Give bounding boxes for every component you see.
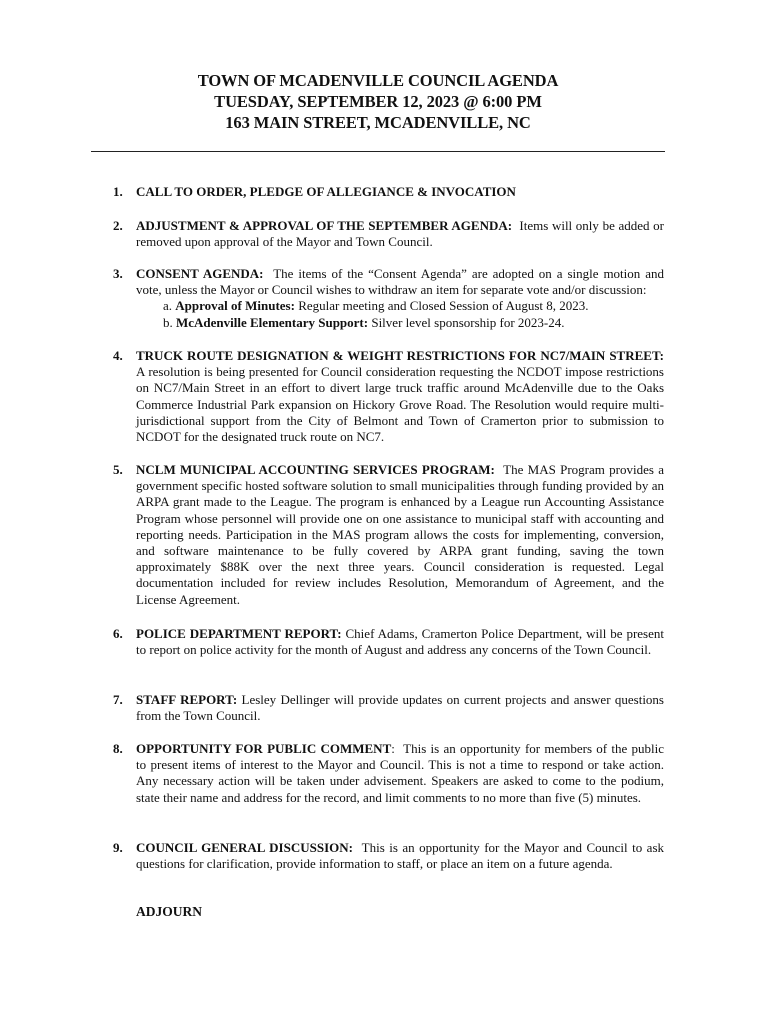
consent-subitems: [163, 298, 663, 330]
item-text: The MAS Program provides a government specific hosted software solution to small municipalities through funding provided by an ARPA grant made to the League. The program is enhanced by a League run Accounting Assistance Program whose personnel will provide one on one assistance to municipal staff with accounting and reporting needs. Participation in the MAS program allows the costs for implementing, conversion, and software maintenance to be fully covered by ARPA grant funding, saving the town approximately $88K over the next three years. Council consideration is requested. Legal documentation included for review includes Resolution, Memorandum of Agreement, and the License Agreement.: [136, 462, 665, 607]
subitem-text: Silver level sponsorship for 2023-24.: [371, 314, 565, 330]
item-number: 7.: [113, 692, 123, 707]
item-number: 2.: [113, 218, 123, 233]
item-title: NCLM MUNICIPAL ACCOUNTING SERVICES PROGRAM:: [136, 462, 495, 477]
item-number: 3.: [113, 266, 123, 281]
item-title-colon: :: [391, 741, 395, 756]
agenda-item-3: [113, 266, 664, 331]
item-number: 9.: [113, 840, 123, 855]
agenda-item-8: [113, 741, 664, 806]
agenda-item-5: [113, 462, 664, 608]
item-title: COUNCIL GENERAL DISCUSSION:: [136, 840, 353, 855]
agenda-item-1: [113, 184, 664, 200]
item-number: 4.: [113, 348, 123, 363]
header-address: 163 MAIN STREET, MCADENVILLE, NC: [225, 113, 531, 132]
item-number: 6.: [113, 626, 123, 641]
agenda-item-6: [113, 626, 664, 658]
agenda-item-7: [113, 692, 664, 724]
item-title: CALL TO ORDER, PLEDGE OF ALLEGIANCE & INVOCATION: [136, 184, 516, 199]
item-text: This is an opportunity for the Mayor and Council to ask questions for clarification, provide information to staff, or place an item on a future agenda.: [136, 840, 665, 872]
subitem-letter: a.: [163, 298, 173, 314]
agenda-item-9: [113, 840, 664, 872]
item-text: Items will only be added or removed upon approval of the Mayor and Town Council.: [136, 218, 665, 250]
item-title: POLICE DEPARTMENT REPORT:: [136, 626, 342, 641]
subitem-b: [163, 315, 663, 331]
adjourn-heading: ADJOURN: [136, 904, 202, 919]
item-number: 5.: [113, 462, 123, 477]
item-text: Chief Adams, Cramerton Police Department, will be present to report on police activity for the month of August and address any concerns of the Town Council.: [136, 626, 664, 658]
agenda-header: [92, 70, 664, 133]
header-divider: [91, 151, 665, 152]
subitem-text: Regular meeting and Closed Session of August 8, 2023.: [298, 298, 589, 314]
item-title: ADJUSTMENT & APPROVAL OF THE SEPTEMBER AGENDA:: [136, 218, 513, 233]
header-title: TOWN OF MCADENVILLE COUNCIL AGENDA: [197, 71, 559, 90]
item-number: 1.: [113, 184, 123, 199]
header-date: TUESDAY, SEPTEMBER 12, 2023 @ 6:00 PM: [214, 92, 542, 111]
item-title: CONSENT AGENDA:: [136, 266, 264, 281]
item-title: OPPORTUNITY FOR PUBLIC COMMENT: [136, 741, 392, 756]
item-text: A resolution is being presented for Council consideration requesting the NCDOT impose restrictions on NC7/Main Street in an effort to divert large truck traffic around McAdenville due to the Oaks Commerce Industrial Park expansion on Hickory Grove Road. The Resolution would require multi-jurisdictional support from the City of Belmont and Town of Cramerton prior to submission to NCDOT for the designated truck route on NC7.: [136, 364, 664, 445]
item-text: Lesley Dellinger will provide updates on current projects and answer questions from the Town Council.: [136, 692, 664, 724]
subitem-title: McAdenville Elementary Support:: [176, 314, 369, 330]
agenda-item-4: [113, 348, 664, 445]
item-title: TRUCK ROUTE DESIGNATION & WEIGHT RESTRICTIONS FOR NC7/MAIN STREET:: [136, 348, 664, 363]
subitem-title: Approval of Minutes:: [175, 298, 295, 314]
item-text: The items of the “Consent Agenda” are adopted on a single motion and vote, unless the Mayor or Council wishes to withdraw an item for separate vote and/or discussion:: [136, 266, 664, 298]
agenda-item-2: [113, 218, 664, 250]
subitem-letter: b.: [163, 314, 173, 330]
item-title: STAFF REPORT:: [136, 692, 238, 707]
item-text: This is an opportunity for members of the public to present items of interest to the Mayor and Council. This is not a time to respond or take action. Any necessary action will be taken under advisement. Speakers are asked to come to the podium, state their name and address for the record, and limit comments to no more than five (5) minutes.: [136, 741, 665, 805]
subitem-a: [163, 298, 663, 314]
item-number: 8.: [113, 741, 123, 756]
